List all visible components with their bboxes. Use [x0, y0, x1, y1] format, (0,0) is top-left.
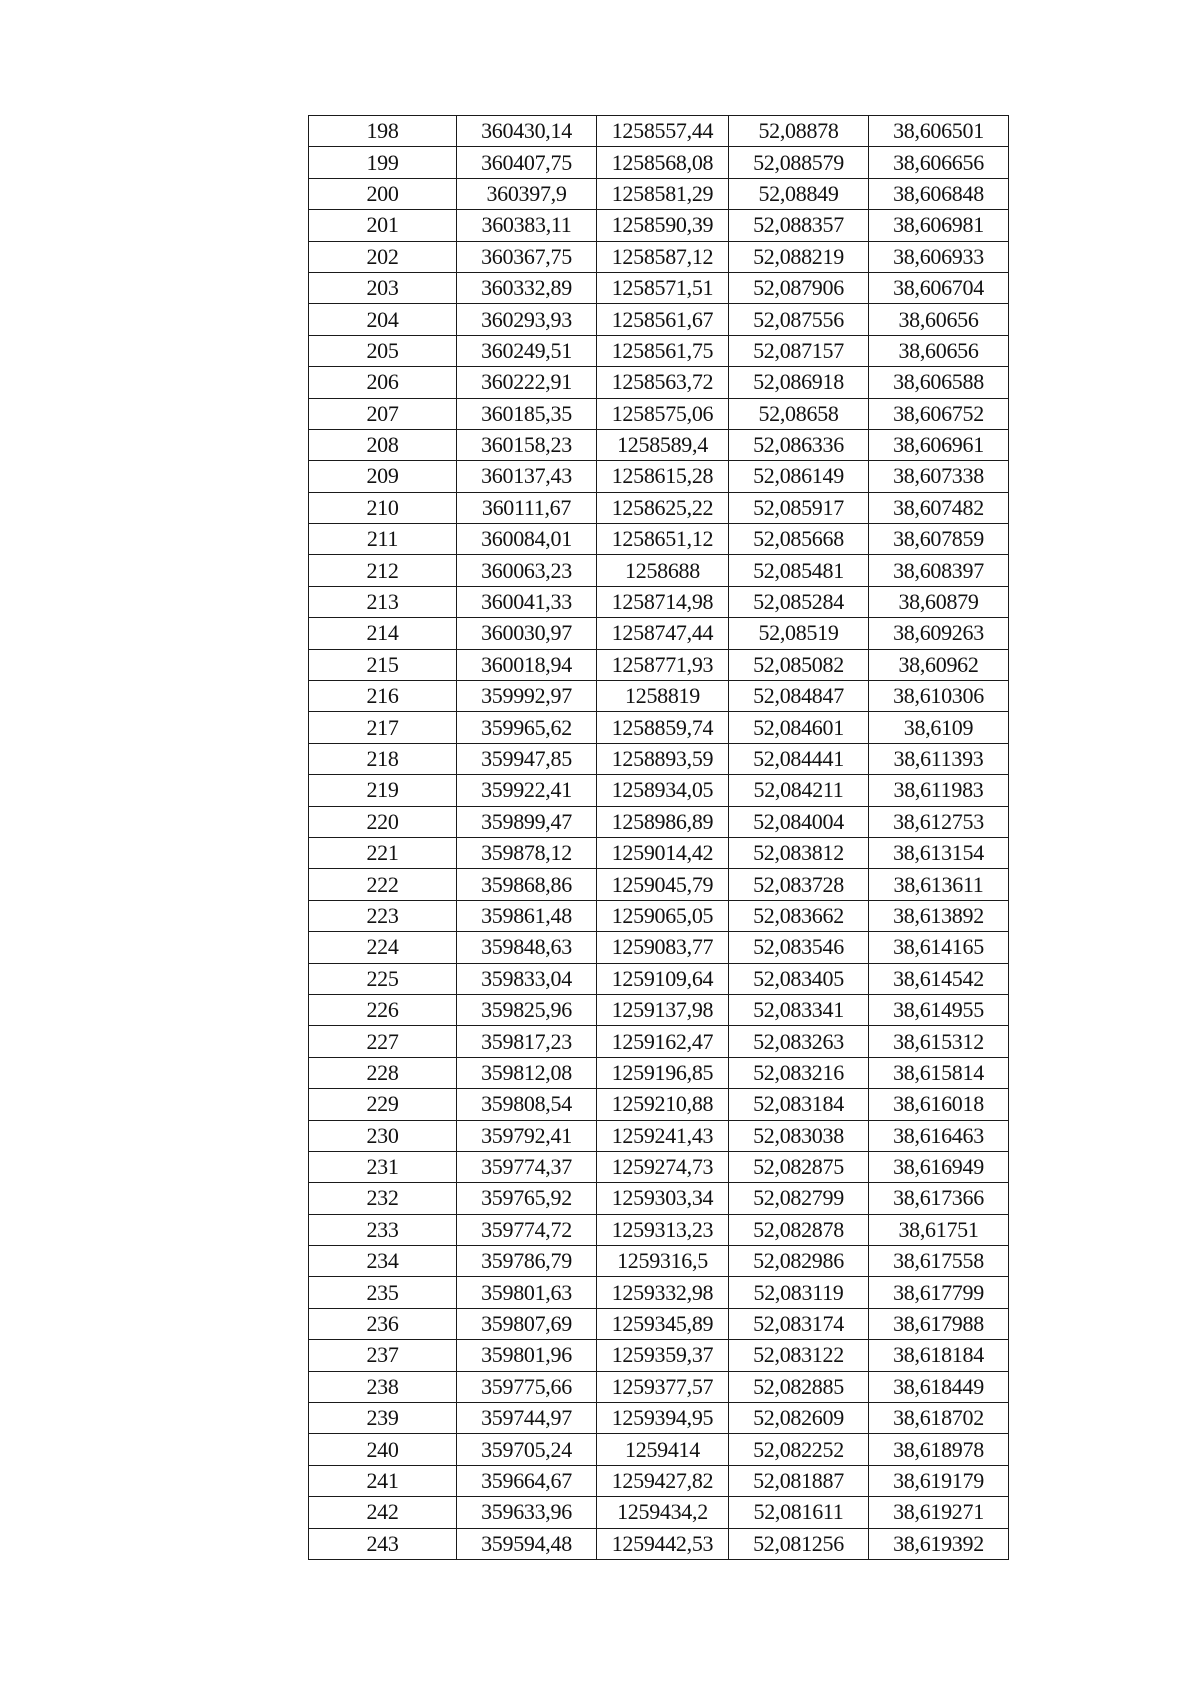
latitude-cell: 52,085284 — [729, 586, 869, 617]
x-coordinate-cell: 359825,96 — [457, 994, 597, 1025]
point-number-cell: 235 — [309, 1277, 457, 1308]
y-coordinate-cell: 1258568,08 — [597, 147, 729, 178]
longitude-cell: 38,616949 — [869, 1151, 1009, 1182]
x-coordinate-cell: 359786,79 — [457, 1246, 597, 1277]
latitude-cell: 52,082885 — [729, 1371, 869, 1402]
longitude-cell: 38,606704 — [869, 272, 1009, 303]
point-number-cell: 198 — [309, 116, 457, 147]
longitude-cell: 38,614542 — [869, 963, 1009, 994]
x-coordinate-cell: 359817,23 — [457, 1026, 597, 1057]
point-number-cell: 200 — [309, 178, 457, 209]
point-number-cell: 230 — [309, 1120, 457, 1151]
latitude-cell: 52,088357 — [729, 210, 869, 241]
y-coordinate-cell: 1258688 — [597, 555, 729, 586]
table-row — [309, 178, 1009, 209]
point-number-cell: 214 — [309, 618, 457, 649]
x-coordinate-cell: 360018,94 — [457, 649, 597, 680]
x-coordinate-cell: 360063,23 — [457, 555, 597, 586]
x-coordinate-cell: 359792,41 — [457, 1120, 597, 1151]
longitude-cell: 38,60962 — [869, 649, 1009, 680]
latitude-cell: 52,081611 — [729, 1497, 869, 1528]
y-coordinate-cell: 1258561,75 — [597, 335, 729, 366]
x-coordinate-cell: 359633,96 — [457, 1497, 597, 1528]
longitude-cell: 38,607482 — [869, 492, 1009, 523]
y-coordinate-cell: 1259414 — [597, 1434, 729, 1465]
y-coordinate-cell: 1258819 — [597, 681, 729, 712]
table-row — [309, 963, 1009, 994]
longitude-cell: 38,61751 — [869, 1214, 1009, 1245]
latitude-cell: 52,087906 — [729, 272, 869, 303]
y-coordinate-cell: 1258986,89 — [597, 806, 729, 837]
y-coordinate-cell: 1258575,06 — [597, 398, 729, 429]
x-coordinate-cell: 360367,75 — [457, 241, 597, 272]
point-number-cell: 242 — [309, 1497, 457, 1528]
longitude-cell: 38,610306 — [869, 681, 1009, 712]
table-row — [309, 1120, 1009, 1151]
point-number-cell: 231 — [309, 1151, 457, 1182]
y-coordinate-cell: 1259137,98 — [597, 994, 729, 1025]
longitude-cell: 38,617799 — [869, 1277, 1009, 1308]
latitude-cell: 52,083184 — [729, 1089, 869, 1120]
table-row — [309, 712, 1009, 743]
y-coordinate-cell: 1258625,22 — [597, 492, 729, 523]
x-coordinate-cell: 359868,86 — [457, 869, 597, 900]
point-number-cell: 225 — [309, 963, 457, 994]
y-coordinate-cell: 1259065,05 — [597, 900, 729, 931]
y-coordinate-cell: 1258714,98 — [597, 586, 729, 617]
x-coordinate-cell: 359594,48 — [457, 1528, 597, 1559]
latitude-cell: 52,083174 — [729, 1308, 869, 1339]
point-number-cell: 232 — [309, 1183, 457, 1214]
table-row — [309, 869, 1009, 900]
point-number-cell: 213 — [309, 586, 457, 617]
table-row — [309, 398, 1009, 429]
y-coordinate-cell: 1259196,85 — [597, 1057, 729, 1088]
longitude-cell: 38,607338 — [869, 461, 1009, 492]
table-row — [309, 837, 1009, 868]
point-number-cell: 208 — [309, 429, 457, 460]
point-number-cell: 237 — [309, 1340, 457, 1371]
latitude-cell: 52,083405 — [729, 963, 869, 994]
table-row — [309, 116, 1009, 147]
point-number-cell: 239 — [309, 1403, 457, 1434]
y-coordinate-cell: 1259345,89 — [597, 1308, 729, 1339]
latitude-cell: 52,083812 — [729, 837, 869, 868]
longitude-cell: 38,619179 — [869, 1465, 1009, 1496]
point-number-cell: 220 — [309, 806, 457, 837]
point-number-cell: 229 — [309, 1089, 457, 1120]
table-row — [309, 1277, 1009, 1308]
longitude-cell: 38,615814 — [869, 1057, 1009, 1088]
longitude-cell: 38,606848 — [869, 178, 1009, 209]
table-row — [309, 649, 1009, 680]
point-number-cell: 216 — [309, 681, 457, 712]
table-row — [309, 994, 1009, 1025]
table-row — [309, 1528, 1009, 1559]
point-number-cell: 202 — [309, 241, 457, 272]
y-coordinate-cell: 1258589,4 — [597, 429, 729, 460]
longitude-cell: 38,618184 — [869, 1340, 1009, 1371]
longitude-cell: 38,616018 — [869, 1089, 1009, 1120]
point-number-cell: 206 — [309, 367, 457, 398]
x-coordinate-cell: 360111,67 — [457, 492, 597, 523]
longitude-cell: 38,606981 — [869, 210, 1009, 241]
longitude-cell: 38,614165 — [869, 932, 1009, 963]
latitude-cell: 52,083662 — [729, 900, 869, 931]
point-number-cell: 212 — [309, 555, 457, 586]
x-coordinate-cell: 359965,62 — [457, 712, 597, 743]
table-row — [309, 210, 1009, 241]
longitude-cell: 38,606752 — [869, 398, 1009, 429]
x-coordinate-cell: 359808,54 — [457, 1089, 597, 1120]
table-row — [309, 1371, 1009, 1402]
latitude-cell: 52,083216 — [729, 1057, 869, 1088]
point-number-cell: 233 — [309, 1214, 457, 1245]
latitude-cell: 52,086149 — [729, 461, 869, 492]
table-row — [309, 1026, 1009, 1057]
y-coordinate-cell: 1259274,73 — [597, 1151, 729, 1182]
table-row — [309, 555, 1009, 586]
x-coordinate-cell: 359774,37 — [457, 1151, 597, 1182]
table-row — [309, 1151, 1009, 1182]
latitude-cell: 52,082875 — [729, 1151, 869, 1182]
longitude-cell: 38,613892 — [869, 900, 1009, 931]
x-coordinate-cell: 360158,23 — [457, 429, 597, 460]
y-coordinate-cell: 1258747,44 — [597, 618, 729, 649]
x-coordinate-cell: 359878,12 — [457, 837, 597, 868]
table-row — [309, 932, 1009, 963]
y-coordinate-cell: 1259045,79 — [597, 869, 729, 900]
table-row — [309, 304, 1009, 335]
x-coordinate-cell: 360293,93 — [457, 304, 597, 335]
longitude-cell: 38,609263 — [869, 618, 1009, 649]
x-coordinate-cell: 359848,63 — [457, 932, 597, 963]
latitude-cell: 52,083341 — [729, 994, 869, 1025]
longitude-cell: 38,606961 — [869, 429, 1009, 460]
longitude-cell: 38,617366 — [869, 1183, 1009, 1214]
y-coordinate-cell: 1259442,53 — [597, 1528, 729, 1559]
latitude-cell: 52,082799 — [729, 1183, 869, 1214]
latitude-cell: 52,081887 — [729, 1465, 869, 1496]
x-coordinate-cell: 359899,47 — [457, 806, 597, 837]
x-coordinate-cell: 360041,33 — [457, 586, 597, 617]
longitude-cell: 38,60879 — [869, 586, 1009, 617]
point-number-cell: 226 — [309, 994, 457, 1025]
point-number-cell: 227 — [309, 1026, 457, 1057]
table-row — [309, 806, 1009, 837]
y-coordinate-cell: 1259377,57 — [597, 1371, 729, 1402]
x-coordinate-cell: 359833,04 — [457, 963, 597, 994]
point-number-cell: 238 — [309, 1371, 457, 1402]
longitude-cell: 38,618449 — [869, 1371, 1009, 1402]
x-coordinate-cell: 359861,48 — [457, 900, 597, 931]
y-coordinate-cell: 1259210,88 — [597, 1089, 729, 1120]
x-coordinate-cell: 360222,91 — [457, 367, 597, 398]
point-number-cell: 222 — [309, 869, 457, 900]
latitude-cell: 52,081256 — [729, 1528, 869, 1559]
x-coordinate-cell: 360430,14 — [457, 116, 597, 147]
table-row — [309, 1214, 1009, 1245]
latitude-cell: 52,082878 — [729, 1214, 869, 1245]
longitude-cell: 38,617988 — [869, 1308, 1009, 1339]
longitude-cell: 38,619392 — [869, 1528, 1009, 1559]
table-row — [309, 272, 1009, 303]
latitude-cell: 52,08849 — [729, 178, 869, 209]
latitude-cell: 52,083038 — [729, 1120, 869, 1151]
latitude-cell: 52,082986 — [729, 1246, 869, 1277]
point-number-cell: 240 — [309, 1434, 457, 1465]
longitude-cell: 38,60656 — [869, 304, 1009, 335]
longitude-cell: 38,617558 — [869, 1246, 1009, 1277]
x-coordinate-cell: 359947,85 — [457, 743, 597, 774]
point-number-cell: 215 — [309, 649, 457, 680]
x-coordinate-cell: 359807,69 — [457, 1308, 597, 1339]
y-coordinate-cell: 1258934,05 — [597, 775, 729, 806]
x-coordinate-cell: 360084,01 — [457, 524, 597, 555]
latitude-cell: 52,087157 — [729, 335, 869, 366]
table-row — [309, 1057, 1009, 1088]
latitude-cell: 52,083728 — [729, 869, 869, 900]
x-coordinate-cell: 359775,66 — [457, 1371, 597, 1402]
table-row — [309, 1497, 1009, 1528]
longitude-cell: 38,616463 — [869, 1120, 1009, 1151]
y-coordinate-cell: 1258590,39 — [597, 210, 729, 241]
point-number-cell: 219 — [309, 775, 457, 806]
table-row — [309, 1183, 1009, 1214]
y-coordinate-cell: 1258893,59 — [597, 743, 729, 774]
latitude-cell: 52,083546 — [729, 932, 869, 963]
table-row — [309, 1465, 1009, 1496]
y-coordinate-cell: 1258587,12 — [597, 241, 729, 272]
table-row — [309, 586, 1009, 617]
point-number-cell: 204 — [309, 304, 457, 335]
latitude-cell: 52,084441 — [729, 743, 869, 774]
point-number-cell: 236 — [309, 1308, 457, 1339]
latitude-cell: 52,08658 — [729, 398, 869, 429]
table-row — [309, 775, 1009, 806]
table-row — [309, 743, 1009, 774]
x-coordinate-cell: 359664,67 — [457, 1465, 597, 1496]
table-row — [309, 618, 1009, 649]
longitude-cell: 38,615312 — [869, 1026, 1009, 1057]
latitude-cell: 52,085668 — [729, 524, 869, 555]
x-coordinate-cell: 360249,51 — [457, 335, 597, 366]
table-row — [309, 681, 1009, 712]
table-row — [309, 1089, 1009, 1120]
longitude-cell: 38,611393 — [869, 743, 1009, 774]
table-row — [309, 429, 1009, 460]
point-number-cell: 211 — [309, 524, 457, 555]
y-coordinate-cell: 1258615,28 — [597, 461, 729, 492]
x-coordinate-cell: 360397,9 — [457, 178, 597, 209]
point-number-cell: 228 — [309, 1057, 457, 1088]
table-row — [309, 1308, 1009, 1339]
point-number-cell: 201 — [309, 210, 457, 241]
longitude-cell: 38,606933 — [869, 241, 1009, 272]
longitude-cell: 38,606588 — [869, 367, 1009, 398]
y-coordinate-cell: 1258771,93 — [597, 649, 729, 680]
y-coordinate-cell: 1259434,2 — [597, 1497, 729, 1528]
longitude-cell: 38,606501 — [869, 116, 1009, 147]
table-row — [309, 241, 1009, 272]
latitude-cell: 52,085082 — [729, 649, 869, 680]
latitude-cell: 52,08519 — [729, 618, 869, 649]
latitude-cell: 52,087556 — [729, 304, 869, 335]
latitude-cell: 52,085481 — [729, 555, 869, 586]
table-row — [309, 367, 1009, 398]
latitude-cell: 52,084211 — [729, 775, 869, 806]
latitude-cell: 52,083263 — [729, 1026, 869, 1057]
y-coordinate-cell: 1259359,37 — [597, 1340, 729, 1371]
x-coordinate-cell: 359801,63 — [457, 1277, 597, 1308]
point-number-cell: 205 — [309, 335, 457, 366]
coordinates-table-body — [309, 116, 1009, 1560]
longitude-cell: 38,611983 — [869, 775, 1009, 806]
longitude-cell: 38,606656 — [869, 147, 1009, 178]
y-coordinate-cell: 1258581,29 — [597, 178, 729, 209]
point-number-cell: 221 — [309, 837, 457, 868]
point-number-cell: 209 — [309, 461, 457, 492]
y-coordinate-cell: 1259394,95 — [597, 1403, 729, 1434]
longitude-cell: 38,608397 — [869, 555, 1009, 586]
x-coordinate-cell: 359774,72 — [457, 1214, 597, 1245]
x-coordinate-cell: 360137,43 — [457, 461, 597, 492]
longitude-cell: 38,612753 — [869, 806, 1009, 837]
table-row — [309, 335, 1009, 366]
table-row — [309, 900, 1009, 931]
y-coordinate-cell: 1259332,98 — [597, 1277, 729, 1308]
latitude-cell: 52,083122 — [729, 1340, 869, 1371]
latitude-cell: 52,08878 — [729, 116, 869, 147]
y-coordinate-cell: 1259162,47 — [597, 1026, 729, 1057]
x-coordinate-cell: 360383,11 — [457, 210, 597, 241]
longitude-cell: 38,613611 — [869, 869, 1009, 900]
latitude-cell: 52,083119 — [729, 1277, 869, 1308]
x-coordinate-cell: 360030,97 — [457, 618, 597, 649]
latitude-cell: 52,082609 — [729, 1403, 869, 1434]
latitude-cell: 52,088579 — [729, 147, 869, 178]
point-number-cell: 203 — [309, 272, 457, 303]
table-row — [309, 1340, 1009, 1371]
longitude-cell: 38,607859 — [869, 524, 1009, 555]
longitude-cell: 38,614955 — [869, 994, 1009, 1025]
point-number-cell: 243 — [309, 1528, 457, 1559]
latitude-cell: 52,084847 — [729, 681, 869, 712]
table-row — [309, 1403, 1009, 1434]
x-coordinate-cell: 360185,35 — [457, 398, 597, 429]
y-coordinate-cell: 1259316,5 — [597, 1246, 729, 1277]
point-number-cell: 224 — [309, 932, 457, 963]
table-row — [309, 1434, 1009, 1465]
point-number-cell: 234 — [309, 1246, 457, 1277]
longitude-cell: 38,60656 — [869, 335, 1009, 366]
latitude-cell: 52,082252 — [729, 1434, 869, 1465]
y-coordinate-cell: 1259427,82 — [597, 1465, 729, 1496]
point-number-cell: 217 — [309, 712, 457, 743]
latitude-cell: 52,086336 — [729, 429, 869, 460]
coordinates-table — [308, 115, 1009, 1560]
longitude-cell: 38,618978 — [869, 1434, 1009, 1465]
table-row — [309, 461, 1009, 492]
table-row — [309, 524, 1009, 555]
y-coordinate-cell: 1259313,23 — [597, 1214, 729, 1245]
x-coordinate-cell: 360332,89 — [457, 272, 597, 303]
x-coordinate-cell: 359812,08 — [457, 1057, 597, 1088]
longitude-cell: 38,613154 — [869, 837, 1009, 868]
table-row — [309, 147, 1009, 178]
y-coordinate-cell: 1258563,72 — [597, 367, 729, 398]
y-coordinate-cell: 1258571,51 — [597, 272, 729, 303]
point-number-cell: 210 — [309, 492, 457, 523]
x-coordinate-cell: 359992,97 — [457, 681, 597, 712]
longitude-cell: 38,6109 — [869, 712, 1009, 743]
x-coordinate-cell: 360407,75 — [457, 147, 597, 178]
latitude-cell: 52,088219 — [729, 241, 869, 272]
point-number-cell: 218 — [309, 743, 457, 774]
y-coordinate-cell: 1258557,44 — [597, 116, 729, 147]
y-coordinate-cell: 1259109,64 — [597, 963, 729, 994]
y-coordinate-cell: 1258859,74 — [597, 712, 729, 743]
longitude-cell: 38,619271 — [869, 1497, 1009, 1528]
latitude-cell: 52,085917 — [729, 492, 869, 523]
latitude-cell: 52,086918 — [729, 367, 869, 398]
y-coordinate-cell: 1259241,43 — [597, 1120, 729, 1151]
y-coordinate-cell: 1259014,42 — [597, 837, 729, 868]
x-coordinate-cell: 359744,97 — [457, 1403, 597, 1434]
latitude-cell: 52,084601 — [729, 712, 869, 743]
x-coordinate-cell: 359765,92 — [457, 1183, 597, 1214]
table-row — [309, 492, 1009, 523]
longitude-cell: 38,618702 — [869, 1403, 1009, 1434]
y-coordinate-cell: 1259303,34 — [597, 1183, 729, 1214]
point-number-cell: 207 — [309, 398, 457, 429]
y-coordinate-cell: 1258561,67 — [597, 304, 729, 335]
table-row — [309, 1246, 1009, 1277]
point-number-cell: 241 — [309, 1465, 457, 1496]
x-coordinate-cell: 359922,41 — [457, 775, 597, 806]
point-number-cell: 199 — [309, 147, 457, 178]
x-coordinate-cell: 359801,96 — [457, 1340, 597, 1371]
latitude-cell: 52,084004 — [729, 806, 869, 837]
point-number-cell: 223 — [309, 900, 457, 931]
y-coordinate-cell: 1258651,12 — [597, 524, 729, 555]
y-coordinate-cell: 1259083,77 — [597, 932, 729, 963]
x-coordinate-cell: 359705,24 — [457, 1434, 597, 1465]
